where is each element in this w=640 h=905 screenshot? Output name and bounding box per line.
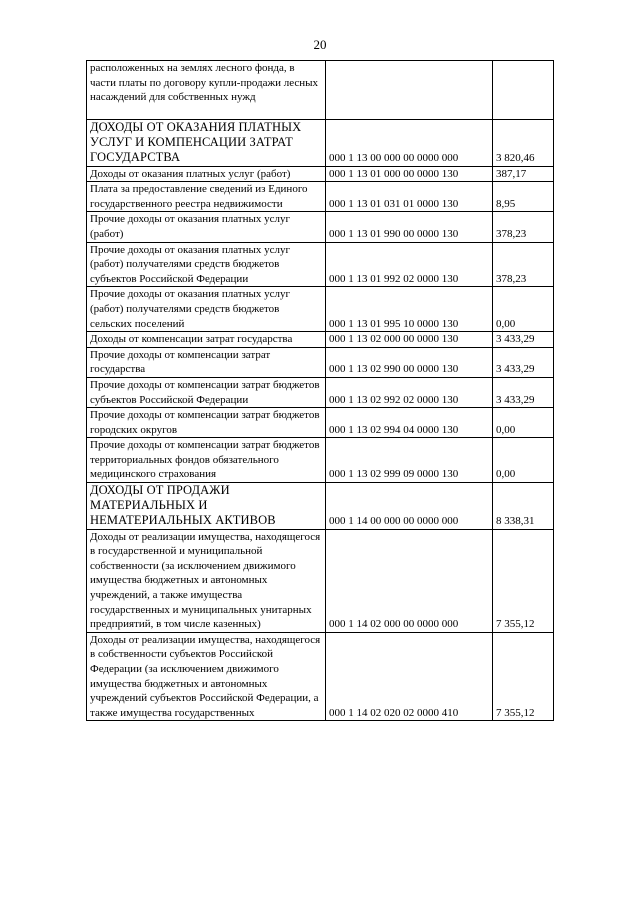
row-code: 000 1 13 02 999 09 0000 130 bbox=[326, 438, 493, 483]
table-row bbox=[87, 529, 554, 632]
table-row bbox=[87, 166, 554, 182]
row-name: ДОХОДЫ ОТ ПРОДАЖИ МАТЕРИАЛЬНЫХ И НЕМАТЕРИАЛЬНЫХ АКТИВОВ bbox=[87, 483, 326, 530]
table-row bbox=[87, 182, 554, 212]
row-name: Прочие доходы от оказания платных услуг (работ) bbox=[87, 212, 326, 242]
table-row bbox=[87, 408, 554, 438]
table-row bbox=[87, 632, 554, 721]
row-amount bbox=[493, 61, 554, 120]
row-amount: 0,00 bbox=[493, 438, 554, 483]
row-amount: 8 338,31 bbox=[493, 483, 554, 530]
row-name: Доходы от оказания платных услуг (работ) bbox=[87, 166, 326, 182]
row-code: 000 1 13 01 031 01 0000 130 bbox=[326, 182, 493, 212]
row-code: 000 1 14 00 000 00 0000 000 bbox=[326, 483, 493, 530]
row-code: 000 1 13 02 994 04 0000 130 bbox=[326, 408, 493, 438]
table-row bbox=[87, 438, 554, 483]
revenue-table-body bbox=[87, 61, 554, 721]
row-amount: 3 433,29 bbox=[493, 347, 554, 377]
row-amount: 3 433,29 bbox=[493, 377, 554, 407]
row-name: расположенных на землях лесного фонда, в части платы по договору купли-продажи лесных насаждений для собственных нужд bbox=[87, 61, 326, 120]
table-row bbox=[87, 212, 554, 242]
row-name: Доходы от компенсации затрат государства bbox=[87, 332, 326, 348]
row-code: 000 1 13 00 000 00 0000 000 bbox=[326, 120, 493, 167]
table-row bbox=[87, 377, 554, 407]
row-code: 000 1 14 02 000 00 0000 000 bbox=[326, 529, 493, 632]
page-number: 20 bbox=[313, 37, 327, 52]
table-row bbox=[87, 61, 554, 120]
row-name: Плата за предоставление сведений из Единого государственного реестра недвижимости bbox=[87, 182, 326, 212]
row-name: Прочие доходы от компенсации затрат бюджетов территориальных фондов обязательного медицинского страхования bbox=[87, 438, 326, 483]
row-name: Прочие доходы от компенсации затрат бюджетов городских округов bbox=[87, 408, 326, 438]
row-code: 000 1 14 02 020 02 0000 410 bbox=[326, 632, 493, 721]
row-amount: 3 433,29 bbox=[493, 332, 554, 348]
row-code bbox=[326, 61, 493, 120]
row-name: ДОХОДЫ ОТ ОКАЗАНИЯ ПЛАТНЫХ УСЛУГ И КОМПЕНСАЦИИ ЗАТРАТ ГОСУДАРСТВА bbox=[87, 120, 326, 167]
row-code: 000 1 13 01 000 00 0000 130 bbox=[326, 166, 493, 182]
table-row bbox=[87, 242, 554, 287]
row-amount: 0,00 bbox=[493, 287, 554, 332]
row-amount: 387,17 bbox=[493, 166, 554, 182]
row-code: 000 1 13 01 992 02 0000 130 bbox=[326, 242, 493, 287]
row-name: Прочие доходы от оказания платных услуг (работ) получателями средств бюджетов субъектов Российской Федерации bbox=[87, 242, 326, 287]
row-name: Прочие доходы от компенсации затрат государства bbox=[87, 347, 326, 377]
row-code: 000 1 13 02 990 00 0000 130 bbox=[326, 347, 493, 377]
row-amount: 3 820,46 bbox=[493, 120, 554, 167]
row-code: 000 1 13 02 992 02 0000 130 bbox=[326, 377, 493, 407]
row-code: 000 1 13 02 000 00 0000 130 bbox=[326, 332, 493, 348]
row-amount: 378,23 bbox=[493, 212, 554, 242]
table-row bbox=[87, 287, 554, 332]
row-name: Прочие доходы от компенсации затрат бюджетов субъектов Российской Федерации bbox=[87, 377, 326, 407]
row-code: 000 1 13 01 990 00 0000 130 bbox=[326, 212, 493, 242]
row-code: 000 1 13 01 995 10 0000 130 bbox=[326, 287, 493, 332]
row-name: Доходы от реализации имущества, находящегося в государственной и муниципальной собственности (за исключением движимого имущества бюджетных и автономных учреждений, а также имущества государственных и муниципальных унитарных предприятий, в том числе казенных) bbox=[87, 529, 326, 632]
row-amount: 7 355,12 bbox=[493, 529, 554, 632]
row-name: Прочие доходы от оказания платных услуг (работ) получателями средств бюджетов сельских поселений bbox=[87, 287, 326, 332]
revenue-table bbox=[86, 60, 554, 721]
table-row bbox=[87, 332, 554, 348]
row-amount: 8,95 bbox=[493, 182, 554, 212]
row-name: Доходы от реализации имущества, находящегося в собственности субъектов Российской Федерации (за исключением движимого имущества бюджетных и автономных учреждений субъектов Российской Федерации, а также имущества государственных bbox=[87, 632, 326, 721]
row-amount: 7 355,12 bbox=[493, 632, 554, 721]
table-row bbox=[87, 120, 554, 167]
table-row bbox=[87, 483, 554, 530]
row-amount: 378,23 bbox=[493, 242, 554, 287]
table-row bbox=[87, 347, 554, 377]
row-amount: 0,00 bbox=[493, 408, 554, 438]
